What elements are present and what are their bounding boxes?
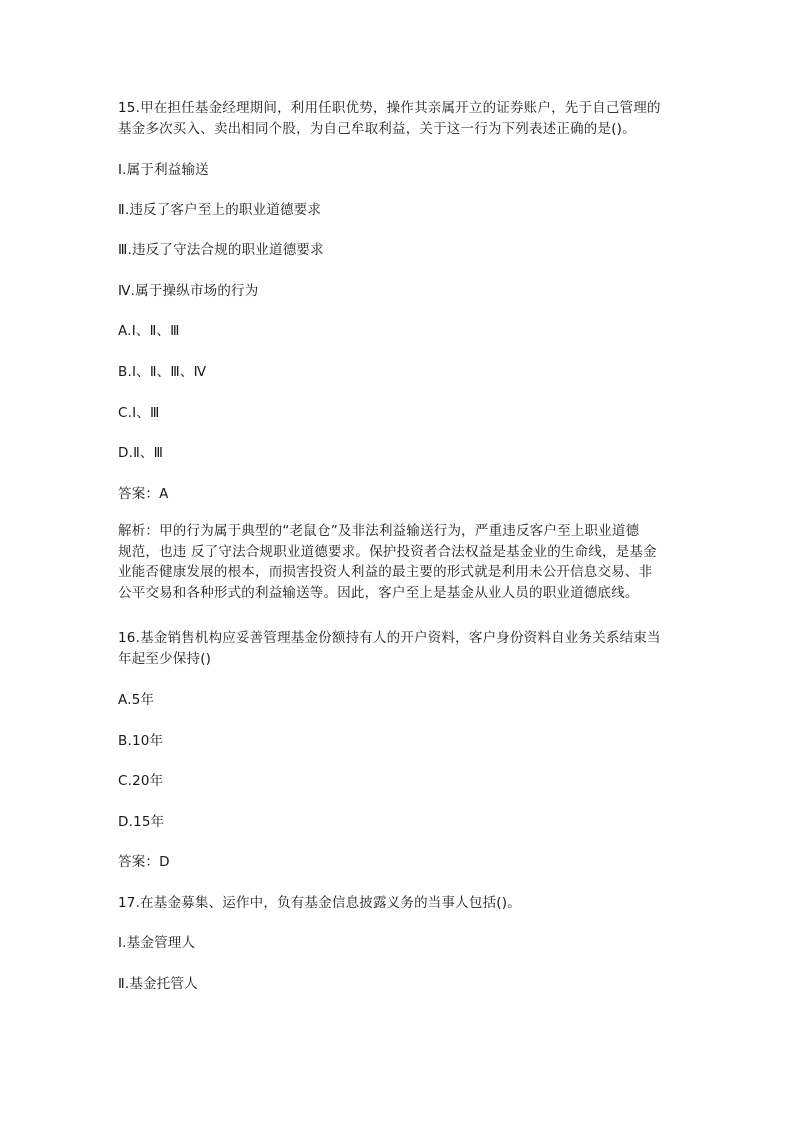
question-16-option-d: D.15年 [118, 814, 165, 830]
question-15-option-a: A.Ⅰ、Ⅱ、Ⅲ [118, 323, 180, 339]
question-15-stem [118, 98, 678, 139]
question-15-stem-line-1: 15.甲在担任基金经理期间，利用任职优势，操作其亲属开立的证券账户，先于自己管理的 [118, 100, 661, 116]
question-15-option-d: D.Ⅱ、Ⅲ [118, 445, 164, 461]
question-16-option-b: B.10年 [118, 733, 164, 749]
question-15-option-c: C.Ⅰ、Ⅲ [118, 405, 160, 421]
question-17-stem: 17.在基金募集、运作中，负有基金信息披露义务的当事人包括()。 [118, 895, 521, 911]
question-15-statement-4: Ⅳ.属于操纵市场的行为 [118, 283, 259, 299]
question-15-answer: 答案：A [118, 486, 169, 502]
question-15-statement-2: Ⅱ.违反了客户至上的职业道德要求 [118, 202, 322, 218]
question-15-statement-1: Ⅰ.属于利益输送 [118, 162, 209, 178]
question-15-statement-3: Ⅲ.违反了守法合规的职业道德要求 [118, 242, 324, 258]
question-16-stem-line-1: 16.基金销售机构应妥善管理基金份额持有人的开户资料，客户身份资料自业务关系结束当 [118, 630, 661, 646]
question-15-option-b: B.Ⅰ、Ⅱ、Ⅲ、Ⅳ [118, 364, 207, 380]
question-17-statement-2: Ⅱ.基金托管人 [118, 976, 198, 992]
question-16-stem [118, 628, 678, 669]
question-15-stem-line-2: 基金多次买入、卖出相同个股，为自己牟取利益，关于这一行为下列表述正确的是()。 [118, 120, 636, 137]
question-16-option-c: C.20年 [118, 773, 164, 789]
question-15-explanation-line-4: 公平交易和各种形式的利益输送等。因此，客户至上是基金从业人员的职业道德底线。 [118, 584, 639, 601]
question-15-explanation [118, 521, 678, 603]
question-16-answer: 答案：D [118, 854, 170, 870]
question-15-explanation-line-2: 规范，也违 反了守法合规职业道德要求。保护投资者合法权益是基金业的生命线，是基金 [118, 543, 657, 560]
question-16-stem-line-2: 年起至少保持() [118, 650, 212, 667]
question-17-statement-1: Ⅰ.基金管理人 [118, 935, 196, 951]
question-16-option-a: A.5年 [118, 692, 155, 708]
question-15-explanation-line-3: 业能否健康发展的根本，而损害投资人利益的最主要的形式就是利用未公开信息交易、非 [118, 564, 653, 580]
question-15-explanation-line-1: 解析：甲的行为属于典型的“老鼠仓”及非法利益输送行为，严重违反客户至上职业道德 [118, 523, 640, 539]
